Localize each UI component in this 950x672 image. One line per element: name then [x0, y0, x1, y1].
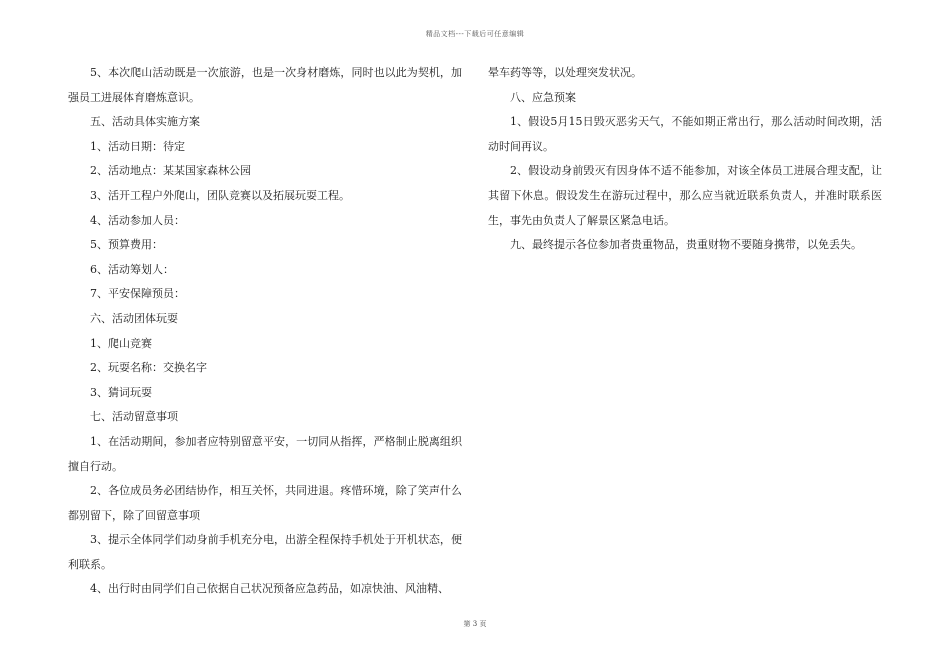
list-item: 2、玩耍名称：交换名字: [90, 361, 207, 375]
section-heading: 六、活动团体玩耍: [90, 311, 178, 325]
section-heading: 八、应急预案: [510, 90, 576, 104]
list-item: 4、活动参加人员：: [90, 213, 185, 227]
list-item: 3、活开工程户外爬山，团队竞赛以及拓展玩耍工程。: [90, 188, 350, 202]
list-item: 1、爬山竞赛: [90, 336, 152, 350]
paragraph: 3、提示全体同学们动身前手机充分电，出游全程保持手机处于开机状态，便利联系。: [68, 533, 462, 571]
paragraph: 九、最终提示各位参加者贵重物品，贵重财物不要随身携带，以免丢失。: [510, 238, 862, 252]
list-item: 5、预算费用：: [90, 238, 163, 252]
list-item: 1、活动日期：待定: [90, 139, 185, 153]
paragraph: 5、本次爬山活动既是一次旅游，也是一次身材磨炼，同时也以此为契机，加强员工进展体育磨炼意识。: [68, 66, 462, 104]
page-header: 精品文档---下载后可任意编辑: [425, 30, 525, 38]
paragraph: 2、各位成员务必团结协作，相互关怀，共同进退。疼惜环境，除了笑声什么都别留下，除了回留意事项: [68, 484, 462, 522]
page-number: 第 3 页: [463, 620, 487, 628]
section-heading: 七、活动留意事项: [90, 410, 178, 424]
paragraph: 1、在活动期间，参加者应特别留意平安，一切同从指挥，严格制止脱离组织擅自行动。: [68, 434, 462, 473]
list-item: 3、猜词玩耍: [90, 385, 152, 399]
paragraph: 2、假设动身前毁灭有因身体不适不能参加，对该全体员工进展合理支配，让其留下休息。假设发生在游玩过程中，那么应当就近联系负责人，并准时联系医生，事先由负责人了解景区紧急电话。: [488, 164, 882, 227]
list-item: 6、活动筹划人：: [90, 262, 174, 276]
paragraph: 晕车药等等，以处理突发状况。: [488, 66, 642, 79]
right-column: [488, 61, 882, 258]
left-column: [68, 61, 462, 602]
paragraph: 4、出行时由同学们自己依据自己状况预备应急药品，如凉快油、风油精、: [90, 582, 449, 596]
list-item: 2、活动地点：某某国家森林公园: [90, 164, 251, 178]
list-item: 7、平安保障预员：: [90, 287, 185, 301]
section-heading: 五、活动具体实施方案: [90, 115, 200, 129]
paragraph: 1、假设5月15日毁灭恶劣天气，不能如期正常出行，那么活动时间改期，活动时间再议。: [488, 115, 882, 153]
